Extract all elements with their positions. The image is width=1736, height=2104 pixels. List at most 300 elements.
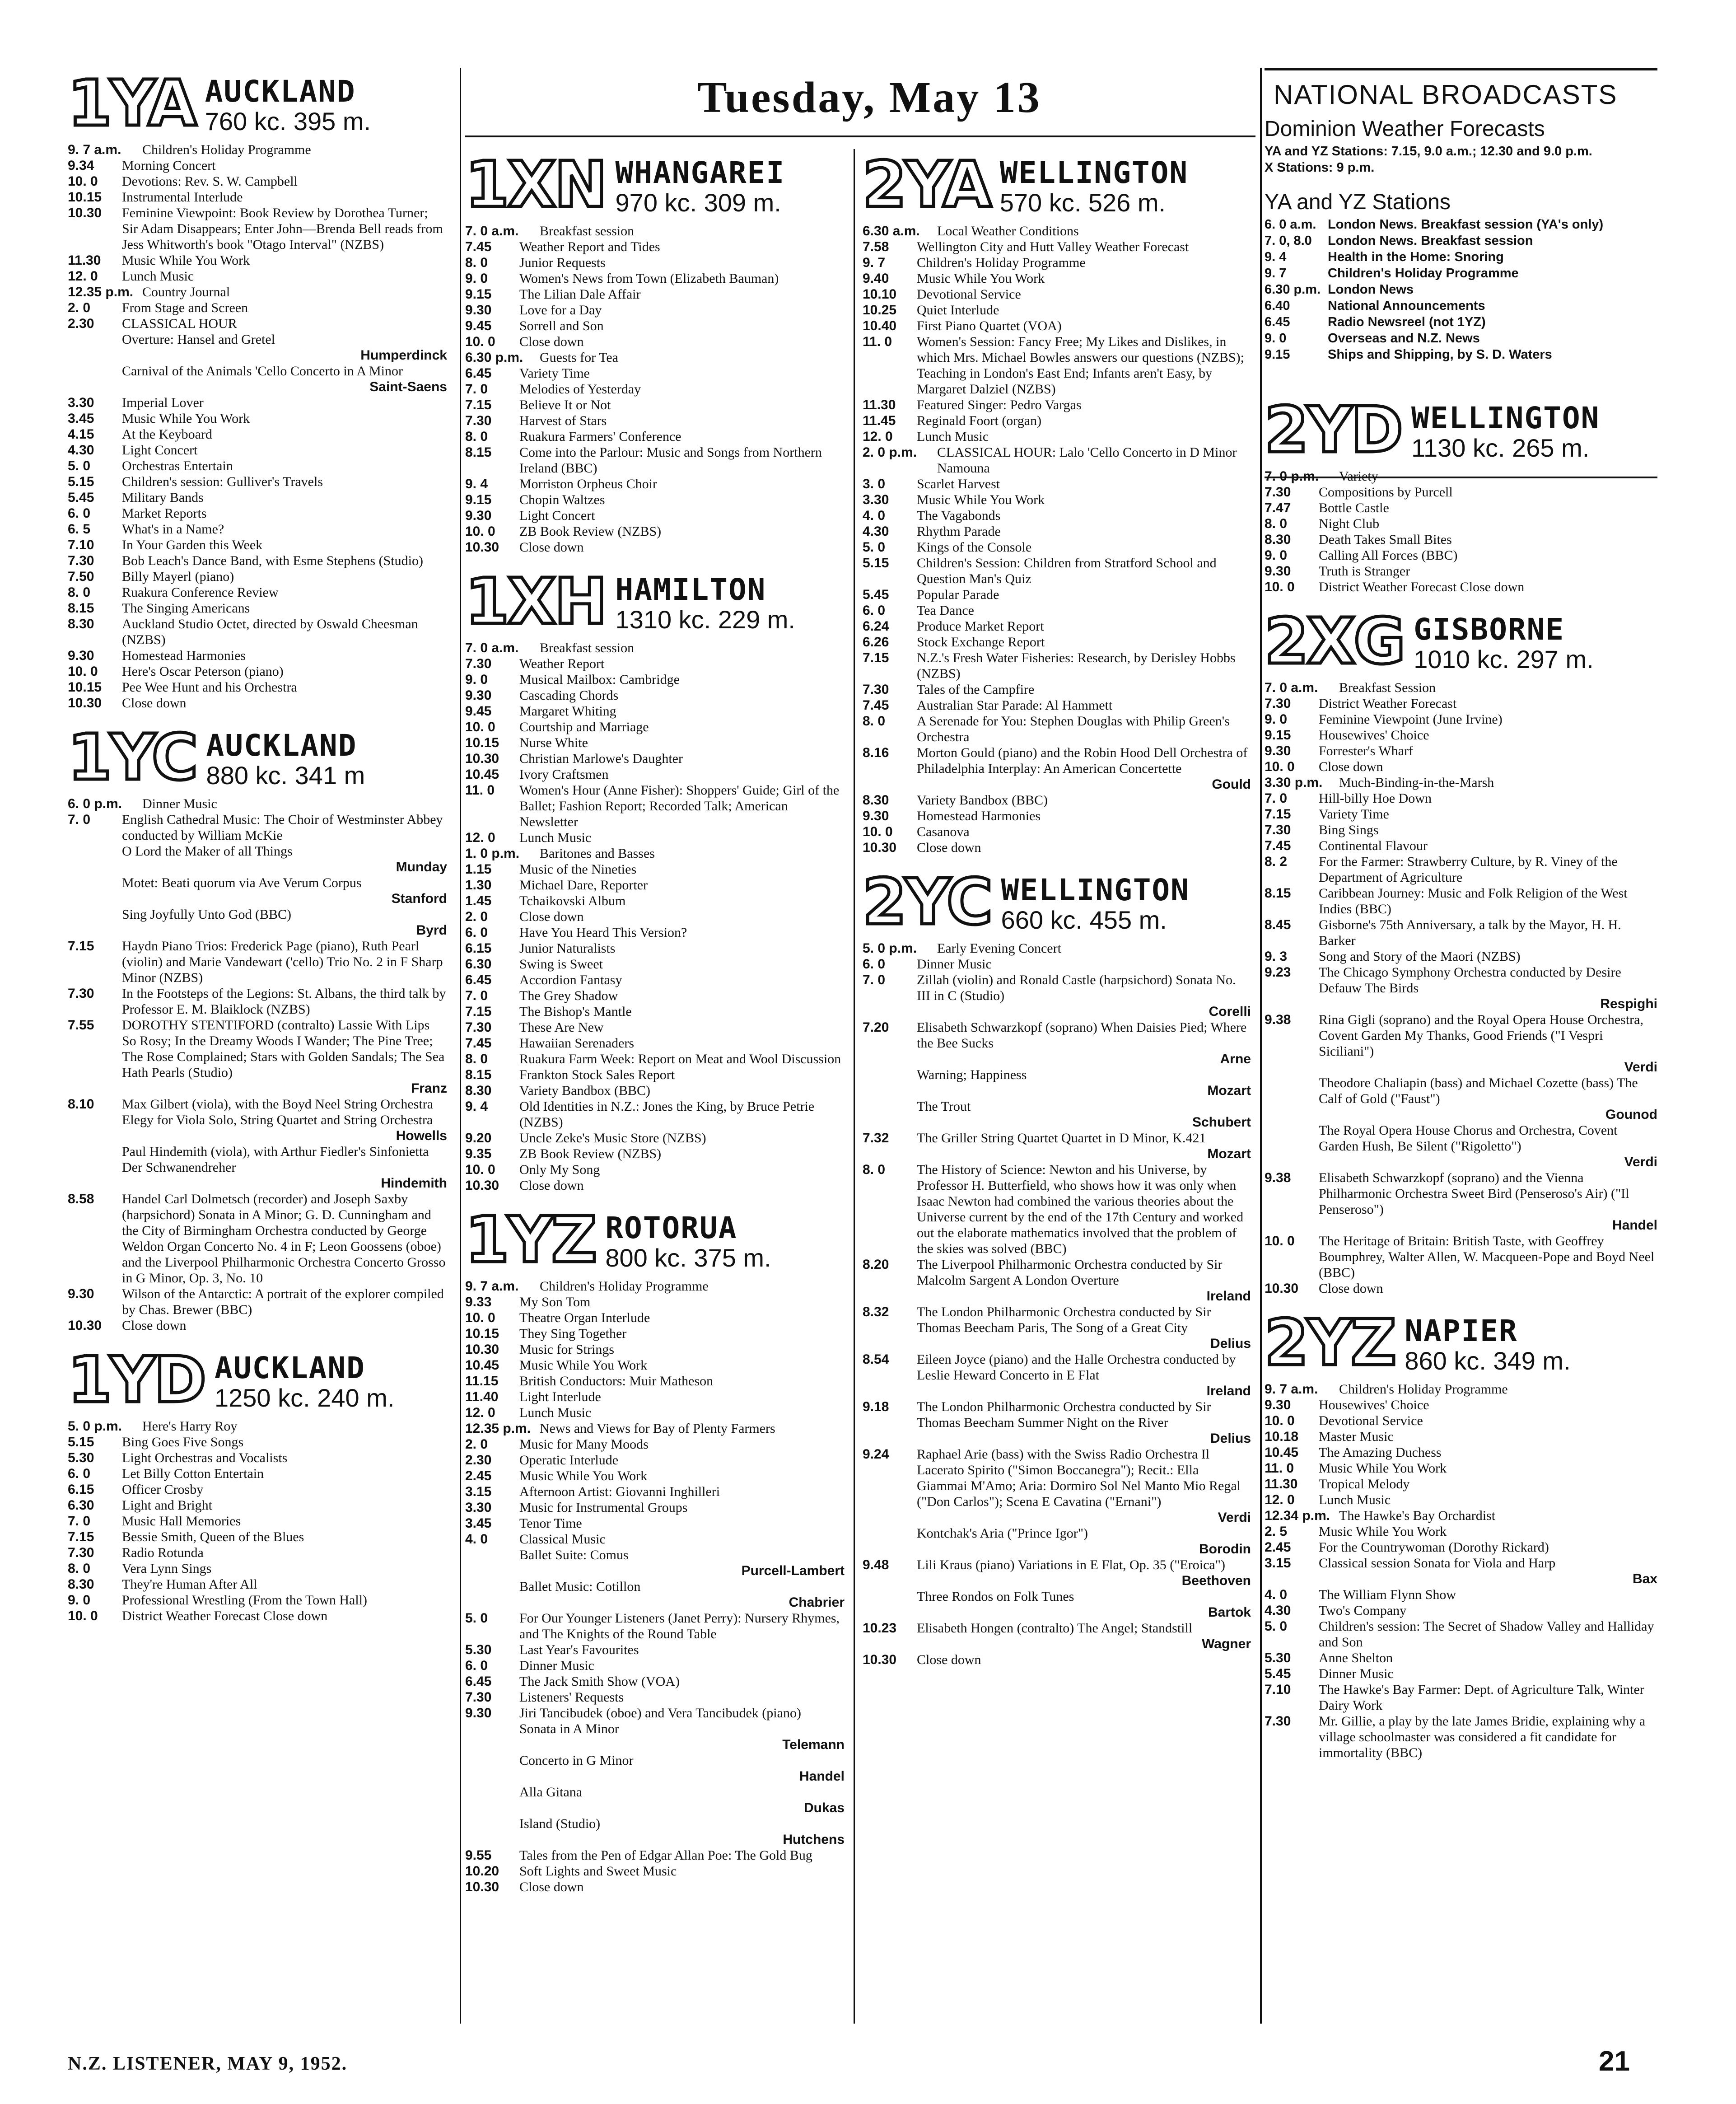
programme-row xyxy=(863,792,1251,808)
programme-row xyxy=(863,1099,1251,1114)
station-info xyxy=(1411,402,1600,462)
programme-time: 7.45 xyxy=(465,239,492,254)
programme-row xyxy=(465,972,845,988)
programme-description: The History of Science: Newton and his Universe, by Professor H. Butterfield, who shows how it was only when Isaac Newton had combined the various theories about the Universe current by the end of the 17th Century and worked out the elaborate mathematics involved that the problem of the skies was solved (BBC) xyxy=(917,1162,1244,1256)
programme-row xyxy=(465,1753,845,1768)
programme-time: 1.15 xyxy=(465,862,492,877)
programme-description: Dinner Music xyxy=(142,796,217,811)
programme-time xyxy=(68,907,122,922)
programme-row xyxy=(1265,1122,1657,1154)
station-name: AUCKLAND xyxy=(205,74,356,109)
programme-description: O Lord the Maker of all Things xyxy=(122,844,293,859)
programme-time: 4.30 xyxy=(68,443,94,458)
programme-row xyxy=(863,824,1251,840)
programme-description: Death Takes Small Bites xyxy=(1319,532,1452,547)
programme-description: Elisabeth Hongen (contralto) The Angel; Standstill xyxy=(917,1621,1193,1636)
station-frequency: 860 kc. 349 m. xyxy=(1405,1347,1571,1375)
programme-row xyxy=(465,1373,845,1389)
programme-description: Lunch Music xyxy=(519,830,592,845)
programme-description: Close down xyxy=(122,1318,187,1333)
programme-time: 7.30 xyxy=(863,682,889,697)
programme-description: Courtship and Marriage xyxy=(519,720,649,734)
programme-description: Light Concert xyxy=(122,443,198,458)
national-programme-row xyxy=(1265,233,1657,249)
programme-description: Christian Marlowe's Daughter xyxy=(519,751,683,766)
programme-description: The Griller String Quartet Quartet in D Minor, K.421 xyxy=(917,1131,1206,1146)
programme-row xyxy=(863,302,1251,318)
programme-time: 7.45 xyxy=(465,1036,492,1051)
station-info xyxy=(616,574,795,634)
programme-row xyxy=(68,1513,447,1529)
programme-description: Last Year's Favourites xyxy=(519,1642,639,1657)
programme-row xyxy=(1265,838,1657,854)
programme-time: 8. 0 xyxy=(68,585,91,600)
programme-description: First Piano Quartet (VOA) xyxy=(917,318,1062,333)
programme-description: Accordion Fantasy xyxy=(519,973,622,987)
programme-row xyxy=(68,474,447,490)
programme-row xyxy=(465,1689,845,1705)
programme-description: Feminine Viewpoint (June Irvine) xyxy=(1319,712,1503,727)
programme-row xyxy=(465,397,845,413)
programme-description: Island (Studio) xyxy=(519,1816,601,1831)
programme-description: Ruakura Conference Review xyxy=(122,585,279,600)
station-block xyxy=(465,1204,845,1895)
programme-description: Light Orchestras and Vocalists xyxy=(122,1450,288,1465)
programme-row xyxy=(1265,1492,1657,1508)
national-programme-row xyxy=(1265,330,1657,346)
programme-time: 10. 0 xyxy=(465,1310,495,1325)
programme-time: 9.35 xyxy=(465,1146,492,1161)
composer-name: Mozart xyxy=(1207,1146,1251,1161)
programme-row xyxy=(1265,1397,1657,1413)
national-description: London News xyxy=(1328,282,1414,297)
programme-time: 10.30 xyxy=(68,1318,102,1333)
programme-row xyxy=(68,1318,447,1333)
column-rule-1 xyxy=(460,68,461,2024)
programme-row xyxy=(68,537,447,553)
programme-description: Rina Gigli (soprano) and the Royal Opera House Orchestra, Covent Garden My Thanks, Good Friends ("I Vespri Siciliani") xyxy=(1319,1012,1643,1059)
programme-row xyxy=(465,302,845,318)
programme-row xyxy=(863,334,1251,397)
programme-description: Wilson of the Antarctic: A portrait of the explorer compiled by Chas. Brewer (BBC) xyxy=(122,1286,444,1317)
station-logo: 2XG xyxy=(1265,605,1404,678)
programme-description: Music for Instrumental Groups xyxy=(519,1500,688,1515)
national-time: 6.40 xyxy=(1265,299,1290,313)
programme-description: Music While You Work xyxy=(122,253,250,268)
station-logo: 2YZ xyxy=(1265,1306,1395,1380)
programme-description: Imperial Lover xyxy=(122,395,204,410)
station-block xyxy=(1265,394,1657,595)
composer-line xyxy=(465,1832,845,1847)
programme-description: For Our Younger Listeners (Janet Perry): Nursery Rhymes, and The Knights of the Round Table xyxy=(519,1611,840,1641)
programme-row xyxy=(465,1146,845,1162)
station-frequency: 1010 kc. 297 m. xyxy=(1414,645,1594,673)
programme-row xyxy=(465,861,845,877)
composer-line xyxy=(863,1541,1251,1557)
national-programme-row xyxy=(1265,346,1657,363)
programme-row xyxy=(1265,1413,1657,1429)
programme-time: 3. 0 xyxy=(863,477,886,491)
station-header xyxy=(1265,605,1657,678)
programme-time: 7.30 xyxy=(465,1690,492,1705)
programme-row xyxy=(465,1051,845,1067)
programme-description: Music While You Work xyxy=(917,271,1045,286)
programme-description: Caribbean Journey: Music and Folk Religion of the West Indies (BBC) xyxy=(1319,886,1628,916)
programme-row xyxy=(68,316,447,332)
forecast-line: X Stations: 9 p.m. xyxy=(1265,160,1375,175)
programme-time: 8.15 xyxy=(68,601,94,616)
station-name: WELLINGTON xyxy=(1411,401,1600,435)
programme-row xyxy=(465,476,845,492)
station-header xyxy=(1265,1306,1657,1380)
programme-description: Afternoon Artist: Giovanni Inghilleri xyxy=(519,1484,720,1499)
composer-name: Hutchens xyxy=(783,1832,845,1847)
programme-description: District Weather Forecast xyxy=(1319,696,1457,711)
programme-row xyxy=(68,490,447,505)
national-time: 9.15 xyxy=(1265,347,1290,362)
programme-description: Swing is Sweet xyxy=(519,957,603,972)
programme-description: Instrumental Interlude xyxy=(122,190,243,205)
programme-description: Children's Holiday Programme xyxy=(540,1279,709,1294)
programme-time xyxy=(68,843,122,859)
programme-time xyxy=(863,1067,917,1083)
station-name: NAPIER xyxy=(1405,1314,1518,1348)
programme-row xyxy=(1265,949,1657,964)
programme-row xyxy=(68,1434,447,1450)
programme-description: Devotional Service xyxy=(1319,1413,1423,1428)
programme-time xyxy=(465,1547,519,1563)
programme-time: 4. 0 xyxy=(465,1532,488,1547)
programme-description: Bob Leach's Dance Band, with Esme Stephens (Studio) xyxy=(122,553,423,568)
programme-description: Lunch Music xyxy=(122,269,194,284)
programme-description: Raphael Arie (bass) with the Swiss Radio Orchestra Il Lacerato Spirito ("Simon Boccanegra"); Recit.: Ella Giammai M'Amo; Aria: Dormiro Sol Nel Manto Mio Regal ("Don Carlos"); Scena E Cavatina ("Ernani") xyxy=(917,1447,1241,1509)
programme-description: Close down xyxy=(519,1178,584,1193)
programme-row xyxy=(68,648,447,664)
station-header xyxy=(1265,393,1657,467)
station-logo: 2YA xyxy=(863,148,990,222)
programme-row xyxy=(863,508,1251,524)
programme-time: 8.10 xyxy=(68,1097,94,1112)
programme-row xyxy=(465,365,845,381)
programme-time: 10. 0 xyxy=(1265,759,1295,774)
programme-time: 8.16 xyxy=(863,745,889,760)
programme-time: 10.23 xyxy=(863,1621,897,1636)
national-programme-row xyxy=(1265,281,1657,298)
station-header xyxy=(863,865,1251,939)
programme-description: Military Bands xyxy=(122,490,204,505)
programme-time: 10. 0 xyxy=(1265,580,1295,594)
programme-description: Lili Kraus (piano) Variations in E Flat, Op. 35 ("Eroica") xyxy=(917,1557,1225,1572)
programme-row xyxy=(465,656,845,672)
programme-row xyxy=(863,539,1251,555)
programme-description: Theatre Organ Interlude xyxy=(519,1310,650,1325)
programme-row xyxy=(68,938,447,986)
programme-description: Variety Bandbox (BBC) xyxy=(519,1083,650,1098)
programme-description: Ruakura Farmers' Conference xyxy=(519,429,681,444)
station-info xyxy=(215,1352,394,1412)
programme-time: 8. 0 xyxy=(465,1052,488,1066)
composer-name: Respighi xyxy=(1600,996,1657,1011)
programme-description: ZB Book Review (NZBS) xyxy=(519,524,662,539)
programme-description: Close down xyxy=(917,1652,981,1667)
programme-row xyxy=(465,1721,845,1737)
programme-row xyxy=(1265,1682,1657,1713)
programme-row xyxy=(465,1784,845,1800)
programme-row xyxy=(68,332,447,347)
programme-time: 10.30 xyxy=(68,696,102,711)
programme-time: 5.15 xyxy=(863,556,889,570)
composer-name: Verdi xyxy=(1624,1155,1657,1169)
programme-description: Lunch Music xyxy=(1319,1492,1391,1507)
programme-description: Children's session: The Secret of Shadow Valley and Halliday and Son xyxy=(1319,1619,1654,1650)
composer-line xyxy=(68,379,447,395)
programme-time: 9.34 xyxy=(68,158,94,173)
programme-row xyxy=(863,808,1251,824)
station-header xyxy=(68,721,447,795)
programme-description: Junior Requests xyxy=(519,255,606,270)
programme-description: Music While You Work xyxy=(519,1468,648,1483)
programme-row xyxy=(863,745,1251,776)
programme-description: Close down xyxy=(519,540,584,555)
station-info xyxy=(616,157,785,217)
programme-time: 10. 0 xyxy=(863,824,893,839)
national-description: London News. Breakfast session xyxy=(1328,234,1533,248)
programme-time: 8.30 xyxy=(68,1577,94,1592)
yayz-heading: YA and YZ Stations xyxy=(1265,190,1451,214)
forecasts-heading: Dominion Weather Forecasts xyxy=(1265,117,1545,141)
programme-description: Radio Rotunda xyxy=(122,1545,204,1560)
programme-description: Homestead Harmonies xyxy=(917,809,1041,823)
station-name: ROTORUA xyxy=(605,1211,737,1245)
programme-time: 10.30 xyxy=(1265,1281,1299,1296)
programme-row xyxy=(465,1547,845,1563)
programme-description: Homestead Harmonies xyxy=(122,648,246,663)
programme-row xyxy=(465,1610,845,1642)
programme-description: Frankton Stock Sales Report xyxy=(519,1067,675,1082)
programme-time: 9.30 xyxy=(68,648,94,663)
programme-row xyxy=(465,877,845,893)
programme-description: Hawaiian Serenaders xyxy=(519,1036,635,1051)
programme-row xyxy=(1265,917,1657,949)
programme-row xyxy=(863,223,1251,239)
programme-description: District Weather Forecast Close down xyxy=(1319,580,1525,594)
programme-description: Australian Star Parade: Al Hammett xyxy=(917,698,1113,713)
programme-row xyxy=(68,505,447,521)
programme-description: Chopin Waltzes xyxy=(519,492,605,507)
composer-name: Telemann xyxy=(782,1737,845,1752)
programme-description: Close down xyxy=(519,1880,584,1894)
station-name: WHANGAREI xyxy=(615,155,785,190)
programme-description: At the Keyboard xyxy=(122,427,212,442)
programme-time: 9.30 xyxy=(1265,564,1291,579)
programme-description: Elisabeth Schwarzkopf (soprano) and the Vienna Philharmonic Orchestra Sweet Bird (Penseroso's Air) ("Il Penseroso") xyxy=(1319,1170,1629,1217)
programme-time: 5. 0 p.m. xyxy=(68,1419,122,1434)
programme-description: The Royal Opera House Chorus and Orchestra, Covent Garden Hush, Be Silent ("Rigoletto") xyxy=(1319,1123,1618,1154)
programme-row xyxy=(68,395,447,411)
programme-description: Ballet Music: Cotillon xyxy=(519,1579,641,1594)
programme-row xyxy=(1265,1713,1657,1761)
programme-description: Feminine Viewpoint: Book Review by Dorothea Turner; Sir Adam Disappears; Enter John—Brenda Bell reads from Jess Whitworth's book "Otago Interval" (NZBS) xyxy=(122,206,443,252)
programme-row xyxy=(68,158,447,173)
programme-time: 11.15 xyxy=(465,1374,499,1389)
programme-description: Sorrell and Son xyxy=(519,318,604,333)
programme-description: In Your Garden this Week xyxy=(122,538,263,552)
programme-row xyxy=(1265,743,1657,759)
station-logo: 1YC xyxy=(68,721,196,795)
programme-row xyxy=(465,956,845,972)
programme-row xyxy=(1265,806,1657,822)
composer-name: Purcell-Lambert xyxy=(741,1563,845,1578)
programme-time: 9. 0 xyxy=(1265,548,1288,563)
programme-row xyxy=(465,672,845,687)
programme-row xyxy=(465,318,845,334)
programme-row xyxy=(68,173,447,189)
programme-time: 9.38 xyxy=(1265,1170,1291,1185)
programme-description: Baritones and Basses xyxy=(540,846,655,861)
programme-row xyxy=(1265,1170,1657,1217)
programme-row xyxy=(863,492,1251,508)
programme-description: Dinner Music xyxy=(917,957,992,972)
programme-time: 9.33 xyxy=(465,1295,492,1309)
national-description: Health in the Home: Snoring xyxy=(1328,250,1504,264)
programme-description: Elisabeth Schwarzkopf (soprano) When Daisies Pied; Where the Bee Sucks xyxy=(917,1020,1247,1051)
programme-time: 9.38 xyxy=(1265,1012,1291,1027)
composer-line xyxy=(465,1800,845,1816)
programme-description: Tropical Melody xyxy=(1319,1477,1410,1492)
programme-description: Song and Story of the Maori (NZBS) xyxy=(1319,949,1521,964)
programme-description: They Sing Together xyxy=(519,1326,627,1341)
programme-row xyxy=(68,284,447,300)
programme-description: Tales of the Campfire xyxy=(917,682,1035,697)
programme-description: Weather Report and Tides xyxy=(519,239,660,254)
programme-time: 9.48 xyxy=(863,1557,889,1572)
programme-description: Stock Exchange Report xyxy=(917,635,1045,650)
programme-row xyxy=(68,679,447,695)
composer-line xyxy=(863,776,1251,792)
programme-description: Quiet Interlude xyxy=(917,303,999,318)
programme-time: 9.15 xyxy=(465,492,492,507)
programme-row xyxy=(1265,822,1657,838)
programme-row xyxy=(68,1529,447,1545)
programme-row xyxy=(465,687,845,703)
programme-row xyxy=(68,442,447,458)
programme-row xyxy=(68,252,447,268)
programme-description: Variety Bandbox (BBC) xyxy=(917,793,1048,808)
programme-row xyxy=(1265,696,1657,711)
station-block xyxy=(863,866,1251,1668)
programme-row xyxy=(465,1515,845,1531)
programme-row xyxy=(68,363,447,379)
programme-description: The Bishop's Mantle xyxy=(519,1004,632,1019)
programme-row xyxy=(465,239,845,255)
programme-row xyxy=(863,524,1251,539)
programme-description: ZB Book Review (NZBS) xyxy=(519,1146,662,1161)
programme-time: 10. 0 xyxy=(68,664,98,679)
station-header xyxy=(465,1203,845,1277)
programme-row xyxy=(465,1468,845,1484)
programme-description: Auckland Studio Octet, directed by Oswald Cheesman (NZBS) xyxy=(122,617,418,647)
programme-time: 4.30 xyxy=(863,524,889,539)
composer-name: Handel xyxy=(799,1769,845,1784)
programme-description: Believe It or Not xyxy=(519,397,611,412)
programme-row xyxy=(68,584,447,600)
programme-description: Forrester's Wharf xyxy=(1319,743,1413,758)
programme-description: Scarlet Harvest xyxy=(917,477,1000,491)
programme-row xyxy=(465,751,845,767)
programme-row xyxy=(68,300,447,316)
programme-row xyxy=(465,1067,845,1083)
programme-row xyxy=(68,569,447,584)
programme-time: 6.30 xyxy=(465,957,492,972)
programme-description: Carnival of the Animals 'Cello Concerto in A Minor xyxy=(122,364,403,379)
station-block xyxy=(863,149,1251,856)
programme-row xyxy=(465,1278,845,1294)
programme-time: 7. 0 a.m. xyxy=(1265,680,1318,695)
programme-row xyxy=(465,1879,845,1895)
composer-name: Humperdinck xyxy=(360,348,447,363)
programme-time: 5. 0 p.m. xyxy=(863,941,917,956)
programme-row xyxy=(1265,1476,1657,1492)
programme-time: 6. 0 xyxy=(465,1658,488,1673)
national-programme-row xyxy=(1265,216,1657,233)
composer-line xyxy=(465,1594,845,1610)
programme-row xyxy=(465,444,845,476)
programme-time: 7. 0 xyxy=(465,382,488,397)
station-header xyxy=(68,67,447,140)
programme-description: Children's Session: Children from Stratford School and Question Man's Quiz xyxy=(917,556,1217,586)
programme-description: In the Footsteps of the Legions: St. Albans, the third talk by Professor E. M. Blaiklock (NZBS) xyxy=(122,986,446,1017)
programme-row xyxy=(465,782,845,830)
programme-time: 10.15 xyxy=(68,680,102,695)
programme-description: Jiri Tancibudek (oboe) and Vera Tancibudek (piano) xyxy=(519,1706,801,1721)
programme-time: 8. 0 xyxy=(68,1561,91,1576)
programme-description: British Conductors: Muir Matheson xyxy=(519,1374,714,1389)
programme-time xyxy=(68,332,122,347)
programme-time: 9.30 xyxy=(465,303,492,318)
programme-description: Bottle Castle xyxy=(1319,500,1389,515)
programme-description: Hill-billy Hoe Down xyxy=(1319,791,1432,806)
programme-time: 10. 0 xyxy=(1265,1234,1295,1248)
programme-time: 12.35 p.m. xyxy=(465,1421,531,1436)
programme-time: 6. 0 p.m. xyxy=(68,796,122,811)
programme-time: 7.15 xyxy=(465,397,492,412)
column-rule-3 xyxy=(1260,68,1262,2024)
programme-row xyxy=(68,1144,447,1175)
programme-time: 7.55 xyxy=(68,1018,94,1033)
programme-time: 7. 0 xyxy=(465,988,488,1003)
programme-description: Variety Time xyxy=(1319,807,1389,822)
programme-row xyxy=(1265,1012,1657,1059)
programme-row xyxy=(465,223,845,239)
programme-row xyxy=(465,1847,845,1863)
composer-line xyxy=(465,1737,845,1753)
programme-time: 10.15 xyxy=(68,190,102,205)
programme-row xyxy=(1265,1075,1657,1107)
programme-description: Music for Many Moods xyxy=(519,1437,649,1452)
station-info xyxy=(1414,614,1593,673)
programme-description: Local Weather Conditions xyxy=(937,224,1079,238)
programme-time: 10.30 xyxy=(68,206,102,220)
programme-row xyxy=(1265,1508,1657,1524)
programme-description: What's in a Name? xyxy=(122,522,224,537)
programme-description: Motet: Beati quorum via Ave Verum Corpus xyxy=(122,875,362,890)
programme-time: 7.30 xyxy=(68,1545,94,1560)
programme-row xyxy=(465,1405,845,1421)
programme-time: 11.45 xyxy=(863,413,896,428)
programme-row xyxy=(863,413,1251,429)
station-frequency: 970 kc. 309 m. xyxy=(615,188,781,217)
programme-description: Handel Carl Dolmetsch (recorder) and Joseph Saxby (harpsichord) Sonata in A Minor; G. D. Cunningham and the City of Birmingham Orchestra conducted by George Weldon Organ Concerto No. 4 in F; Leon Goossens (oboe) and the Liverpool Philharmonic Orchestra Concerto Grosso in G Minor, Op. 3, No. 10 xyxy=(122,1192,446,1286)
